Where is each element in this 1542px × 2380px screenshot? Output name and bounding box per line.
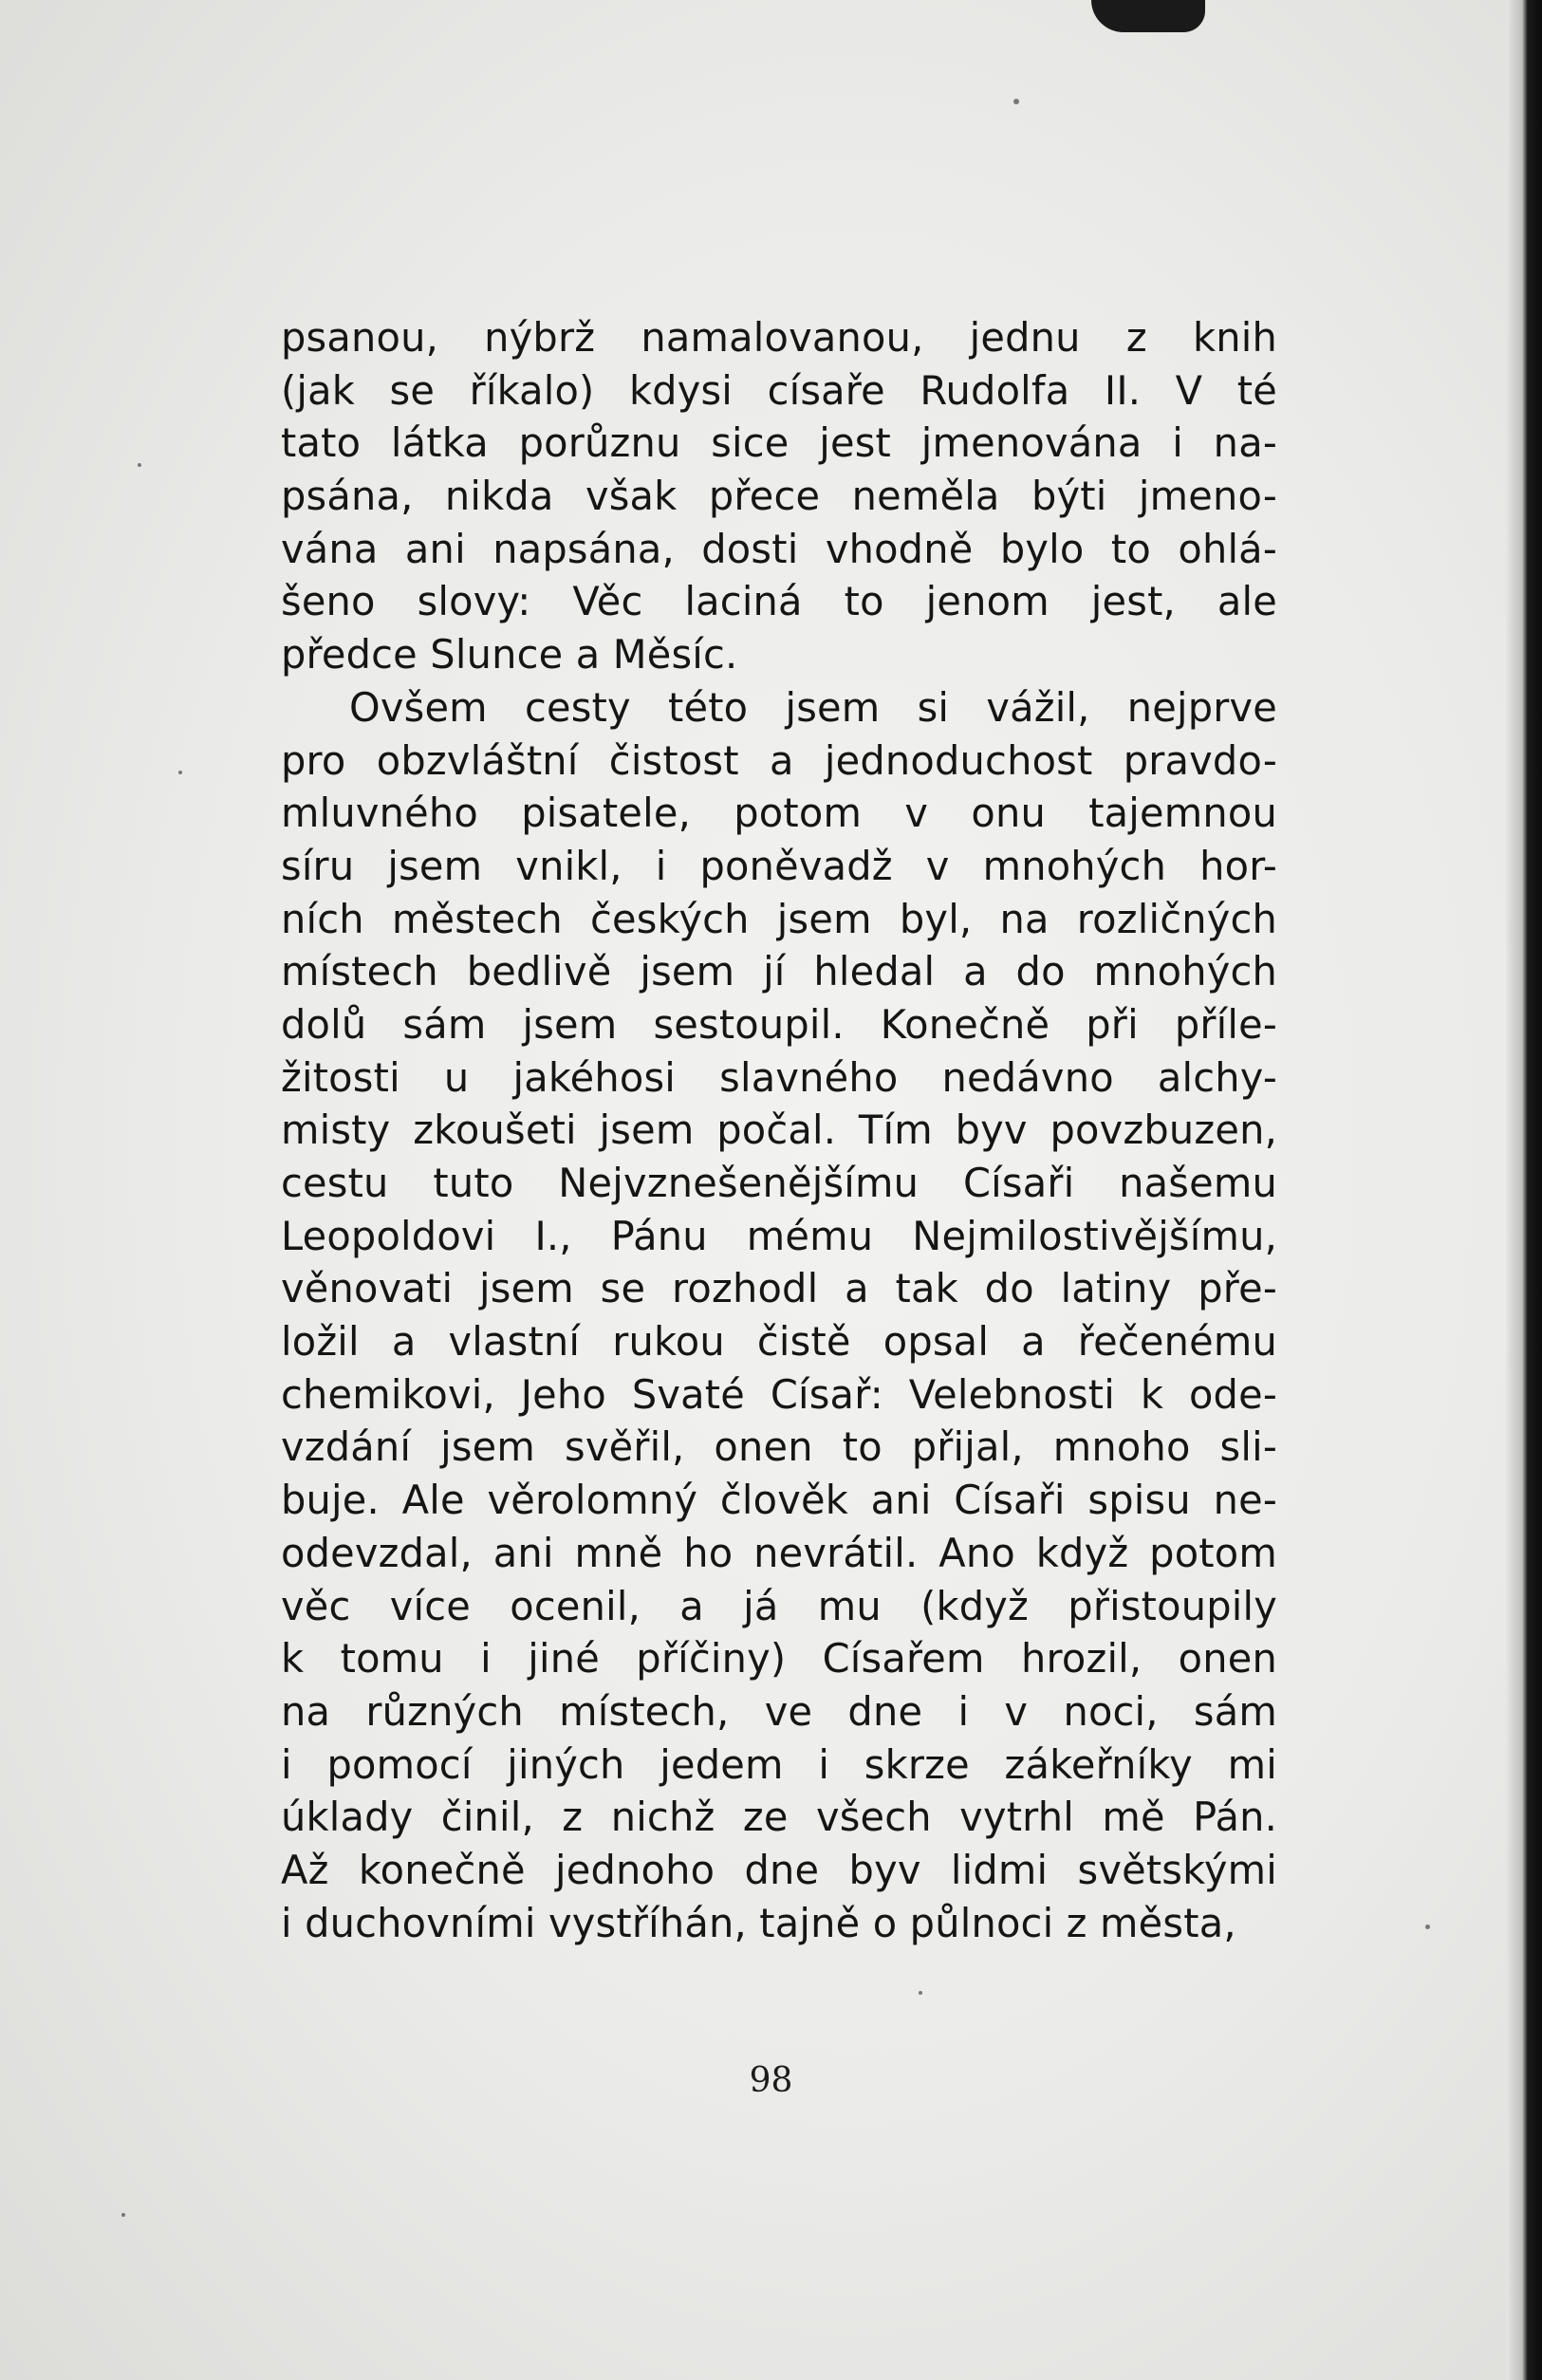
paper-speck	[138, 463, 141, 467]
text-line: pro obzvláštní čistost a jednoduchost pravdo-	[281, 736, 1277, 784]
text-line: vzdání jsem svěřil, onen to přijal, mnoho sli-	[281, 1423, 1277, 1471]
text-line: misty zkoušeti jsem počal. Tím byv povzbuzen,	[281, 1106, 1277, 1154]
text-line: i pomocí jiných jedem i skrze zákeřníky mi	[281, 1740, 1277, 1788]
paper-speck	[1425, 1924, 1430, 1929]
paper-speck	[919, 1991, 922, 1995]
text-line: vána ani napsána, dosti vhodně bylo to ohlá-	[281, 525, 1277, 572]
text-line: mluvného pisatele, potom v onu tajemnou	[281, 790, 1277, 837]
text-line: psána, nikda však přece neměla býti jmeno-	[281, 473, 1277, 520]
paper-speck	[1013, 99, 1019, 104]
text-line: žitosti u jakéhosi slavného nedávno alchy-	[281, 1053, 1277, 1101]
text-line: Ovšem cesty této jsem si vážil, nejprve	[349, 683, 1277, 731]
text-line: odevzdal, ani mně ho nevrátil. Ano když potom	[281, 1529, 1277, 1576]
text-line: šeno slovy: Věc laciná to jenom jest, ale	[281, 578, 1277, 625]
paper-speck	[178, 771, 182, 774]
text-line: i duchovními vystříhán, tajně o půlnoci z města,	[281, 1899, 1236, 1946]
text-line: ložil a vlastní rukou čistě opsal a řečenému	[281, 1318, 1277, 1366]
text-line: Leopoldovi I., Pánu mému Nejmilostivějšímu,	[281, 1212, 1277, 1259]
page-number: 98	[749, 2061, 793, 2100]
paper-speck	[121, 2213, 125, 2217]
text-line: tato látka porůznu sice jest jmenována i na-	[281, 419, 1277, 467]
text-line: úklady činil, z nichž ze všech vytrhl mě Pán.	[281, 1794, 1277, 1841]
text-line: cestu tuto Nejvznešenějšímu Císaři našemu	[281, 1160, 1277, 1206]
text-line: chemikovi, Jeho Svaté Císař: Velebnosti k ode-	[281, 1370, 1277, 1418]
text-line: Až konečně jednoho dne byv lidmi světskými	[281, 1846, 1277, 1893]
text-line: psanou, nýbrž namalovanou, jednu z knih	[281, 314, 1277, 361]
text-line: věnovati jsem se rozhodl a tak do latiny pře-	[281, 1265, 1277, 1312]
body-text	[281, 311, 1277, 1949]
text-line: (jak se říkalo) kdysi císaře Rudolfa II. V té	[281, 366, 1277, 414]
scan-binding-edge	[1506, 0, 1542, 2380]
text-line: věc více ocenil, a já mu (když přistoupily	[281, 1582, 1277, 1629]
text-line: síru jsem vnikl, i poněvadž v mnohých hor-	[281, 842, 1277, 889]
scan-shadow-top	[1091, 0, 1205, 32]
text-line: dolů sám jsem sestoupil. Konečně při příle-	[281, 1000, 1277, 1048]
text-line: místech bedlivě jsem jí hledal a do mnohých	[281, 948, 1277, 995]
text-line: na různých místech, ve dne i v noci, sám	[281, 1687, 1277, 1735]
text-line: předce Slunce a Měsíc.	[281, 631, 738, 679]
text-line: ních městech českých jsem byl, na rozličných	[281, 895, 1277, 942]
text-line: buje. Ale věrolomný člověk ani Císaři spisu ne-	[281, 1477, 1277, 1524]
text-line: k tomu i jiné příčiny) Císařem hrozil, onen	[281, 1635, 1277, 1683]
